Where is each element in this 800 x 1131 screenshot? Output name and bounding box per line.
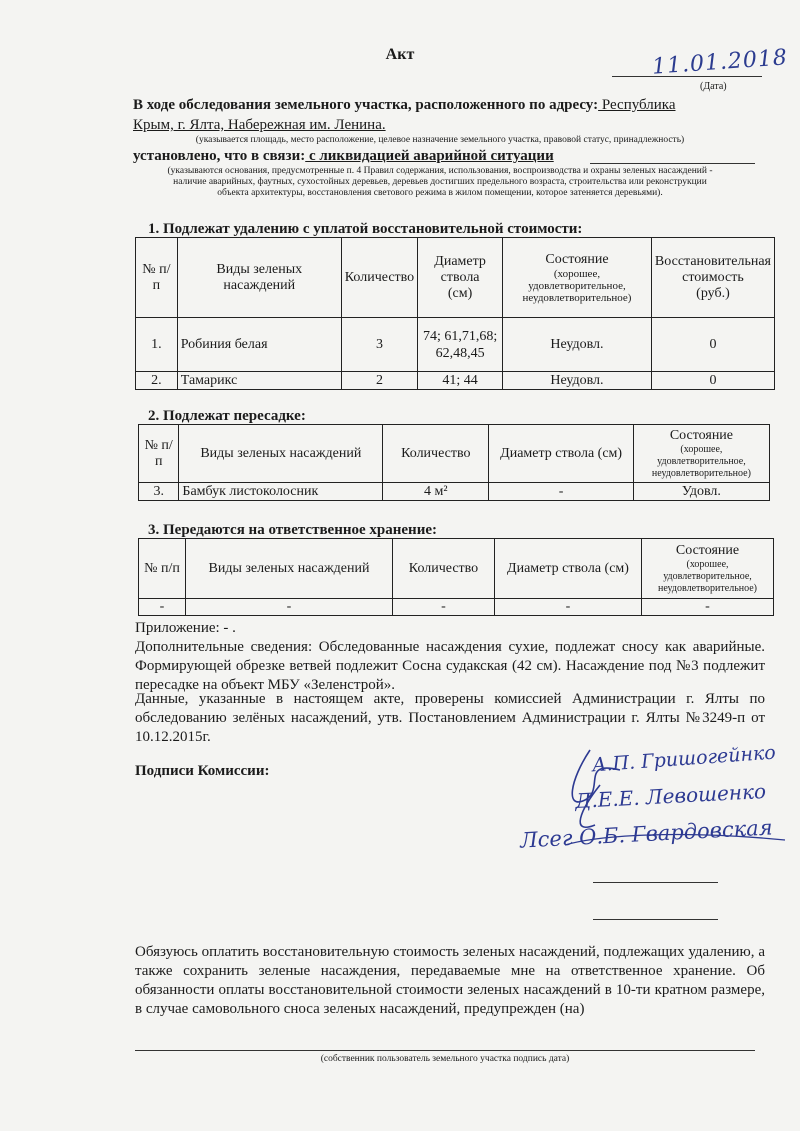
signatures-title: Подписи Комиссии: (135, 763, 270, 779)
note-address: (указывается площадь, место расположение, целевое назначение земельного участка, правовой статус, принадлежность) (195, 135, 685, 145)
date-label: (Дата) (700, 81, 727, 92)
signature-1: А.П. Гришогейнко (591, 741, 777, 777)
address-line-2: Крым, г. Ялта, Набережная им. Ленина. (133, 117, 386, 133)
col-diam-label: Диаметр ствола (434, 253, 486, 285)
table-custody (138, 538, 774, 616)
section2-title: 2. Подлежат пересадке: (148, 408, 306, 424)
section3-title: 3. Передаются на ответственное хранение: (148, 522, 437, 538)
cell-kind: Бамбук листоколосник (179, 483, 383, 501)
note-reason-2: наличие аварийных, фаутных, сухостойных деревьев, деревьев достигших предельного возраста, строительства или реконструкции (173, 177, 707, 187)
signature-line (593, 882, 718, 883)
col-diam-unit: (см) (447, 285, 473, 301)
cell-kind: - (186, 599, 393, 616)
signature-line (593, 919, 718, 920)
cell-kind: Тамарикс (177, 372, 341, 390)
col-cost-label: Восстановительная стоимость (654, 253, 771, 285)
col-state (642, 539, 774, 599)
handwritten-date: 11.01.2018 (651, 45, 789, 80)
cell-diam: 41; 44 (418, 372, 503, 390)
cell-diam: - (489, 483, 633, 501)
table-row (136, 372, 775, 390)
additional-info: Дополнительные сведения: Обследованные насаждения сухие, подлежат сносу как аварийные. Формирующей обрезке ветвей подлежит Сосна судакская (42 см). Насаждение под №3 подлежит пересадке на объект МБУ «Зеленстрой». (135, 639, 765, 693)
col-qty: Количество (393, 539, 495, 599)
section1-title: 1. Подлежат удалению с уплатой восстановительной стоимости: (148, 221, 583, 237)
col-kind: Виды зеленых насаждений (186, 539, 393, 599)
cell-state: Неудовл. (503, 318, 652, 372)
col-state-hint: (хорошее, удовлетворительное, неудовлетворительное) (522, 267, 632, 304)
note-reason-1: (указываются основания, предусмотренные п. 4 Правил содержания, использования, воспроизводства и охраны зеленых насаждений - (167, 166, 713, 176)
col-num: № п/п (139, 425, 179, 483)
cell-qty: - (393, 599, 495, 616)
signature-2: Д.Е.Е. Левошенко (574, 779, 767, 813)
cell-diam: - (495, 599, 642, 616)
cell-diam: 74; 61,71,68; 62,48,45 (418, 318, 503, 372)
col-state-label: Состояние (675, 542, 740, 558)
col-state-hint: (хорошее, удовлетворительное, неудовлетворительное) (658, 558, 757, 594)
address-line-1: Республика (598, 97, 676, 113)
col-num: № п/п (139, 539, 186, 599)
col-diam: Диаметр ствола (см) (495, 539, 642, 599)
col-state-label: Состояние (545, 251, 609, 267)
table-transplant (138, 424, 770, 501)
col-state (633, 425, 769, 483)
cell-cost: 0 (651, 318, 774, 372)
cell-num: - (139, 599, 186, 616)
cell-num: 3. (139, 483, 179, 501)
intro-lead2: установлено, что в связи: (133, 148, 306, 164)
table-row (136, 318, 775, 372)
verification-text: Данные, указанные в настоящем акте, проверены комиссией Администрации г. Ялты по обследованию зелёных насаждений, утв. Постановлением Администрации г. Ялты №3249-п от 10.12.2015г. (135, 691, 765, 745)
cell-qty: 3 (341, 318, 417, 372)
cell-state: Удовл. (633, 483, 769, 501)
col-qty: Количество (341, 238, 417, 318)
date-line (612, 76, 762, 77)
reason-line (590, 163, 755, 164)
col-state-label: Состояние (669, 427, 734, 443)
intro-lead: В ходе обследования земельного участка, расположенного по адресу: (133, 97, 599, 113)
cell-qty: 4 м² (383, 483, 489, 501)
col-kind: Виды зеленых насаждений (177, 238, 341, 318)
cell-cost: 0 (651, 372, 774, 390)
cell-qty: 2 (341, 372, 417, 390)
col-diam: Диаметр ствола (см) (489, 425, 633, 483)
obligation-text: Обязуюсь оплатить восстановительную стоимость зеленых насаждений, подлежащих удалению, а также сохранить зеленые насаждения, передаваемые мне на ответственное хранение. Об обязанности оплаты восстановительной стоимости зеленых насаждений в 10-ти кратном размере, в случае самовольного сноса зеленых насаждений, предупрежден (на) (135, 944, 765, 1017)
signature-3: Лсег О.Б. Гвардовская (519, 815, 774, 853)
col-cost (651, 238, 774, 318)
signature-stroke (572, 750, 620, 802)
col-num: № п/п (136, 238, 178, 318)
owner-signature-line (135, 1050, 755, 1051)
owner-note: (собственник пользователь земельного участка подпись дата) (320, 1054, 570, 1064)
cell-num: 2. (136, 372, 178, 390)
cell-kind: Робиния белая (177, 318, 341, 372)
col-state (503, 238, 652, 318)
intro-address (133, 97, 753, 114)
reason-text: с ликвидацией аварийной ситуации (305, 148, 554, 164)
note-reason-3: объекта архитектуры, восстановления светового режима в жилом помещении, которое затеняется деревьями). (217, 188, 663, 198)
col-state-hint: (хорошее, удовлетворительное, неудовлетворительное) (651, 443, 751, 479)
signature-stroke (565, 835, 785, 845)
appendix-text: Приложение: - . (135, 620, 236, 636)
table-removal (135, 237, 775, 390)
cell-state: Неудовл. (503, 372, 652, 390)
document-title: Акт (385, 46, 415, 63)
col-diam (418, 238, 503, 318)
col-qty: Количество (383, 425, 489, 483)
col-kind: Виды зеленых насаждений (179, 425, 383, 483)
table-row (139, 599, 774, 616)
cell-num: 1. (136, 318, 178, 372)
signature-strokes (560, 740, 790, 860)
cell-state: - (642, 599, 774, 616)
col-cost-unit: (руб.) (696, 285, 730, 301)
signature-stroke (580, 785, 600, 827)
table-row (139, 483, 770, 501)
